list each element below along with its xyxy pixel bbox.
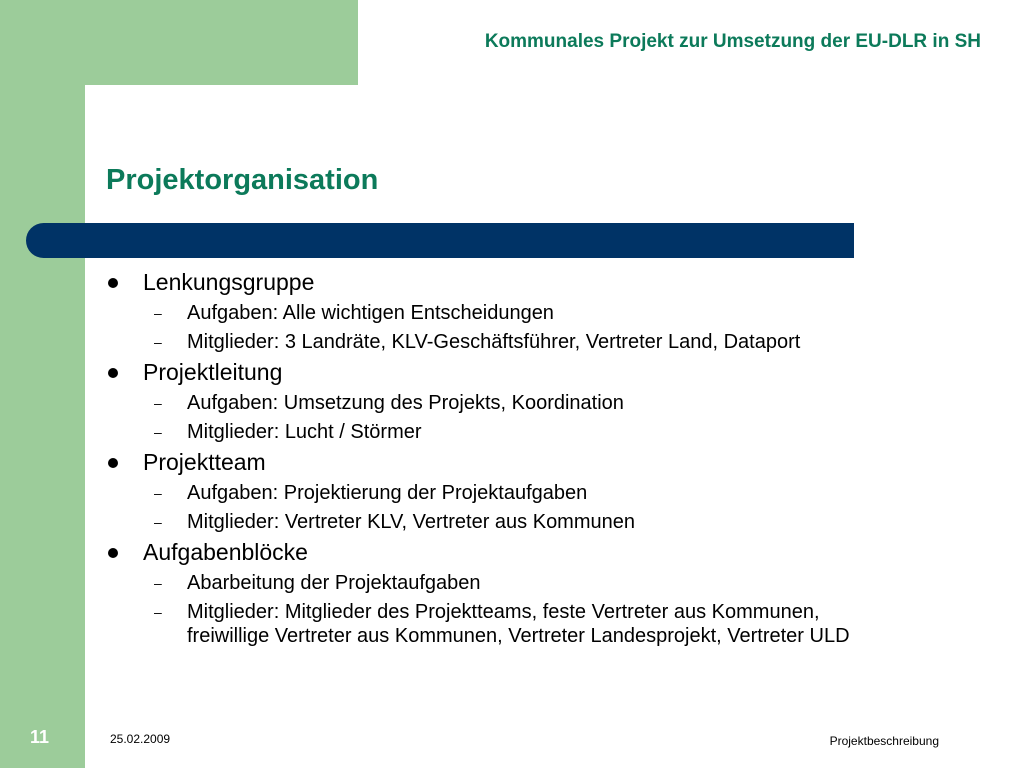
sub-bullet-item — [104, 330, 1004, 354]
sub-bullet-text: Mitglieder: Vertreter KLV, Vertreter aus Kommunen — [187, 511, 635, 533]
slide-title: Projektorganisation — [106, 164, 379, 196]
dash-icon: – — [154, 485, 162, 501]
title-underline-bar — [26, 223, 854, 258]
sub-bullet-item — [104, 481, 1004, 505]
footer-date: 25.02.2009 — [110, 732, 171, 746]
bullet-item — [104, 268, 1004, 296]
bullet-dot-icon — [108, 548, 118, 558]
bullet-dot-icon — [108, 458, 118, 468]
sub-bullet-item — [104, 420, 1004, 444]
sub-bullet-item — [104, 510, 1004, 534]
bullet-list — [104, 264, 1004, 648]
bullet-label: Aufgabenblöcke — [143, 539, 308, 565]
bullet-dot-icon — [108, 278, 118, 288]
sub-bullet-text: Abarbeitung der Projektaufgaben — [187, 572, 481, 594]
bullet-item — [104, 538, 1004, 566]
sub-bullet-text: Mitglieder: Mitglieder des Projektteams, feste Vertreter aus Kommunen, freiwillige Vertreter aus Kommunen, Vertreter Landesprojekt, Vertreter ULD — [187, 601, 850, 647]
sub-bullet-text: Aufgaben: Umsetzung des Projekts, Koordination — [187, 392, 624, 414]
bullet-dot-icon — [108, 368, 118, 378]
dash-icon: – — [154, 305, 162, 321]
page-number: 11 — [30, 727, 50, 747]
green-frame-side — [0, 0, 85, 768]
dash-icon: – — [154, 395, 162, 411]
bullet-label: Projektteam — [143, 449, 266, 475]
header-title: Kommunales Projekt zur Umsetzung der EU-DLR in SH — [484, 31, 981, 52]
dash-icon: – — [154, 424, 162, 440]
sub-bullet-item — [104, 391, 1004, 415]
sub-bullet-text: Mitglieder: 3 Landräte, KLV-Geschäftsführer, Vertreter Land, Dataport — [187, 331, 801, 353]
green-frame-top — [0, 0, 358, 85]
bullet-item — [104, 448, 1004, 476]
sub-bullet-text: Aufgaben: Projektierung der Projektaufgaben — [187, 482, 588, 504]
dash-icon: – — [154, 604, 162, 620]
dash-icon: – — [154, 514, 162, 530]
sub-bullet-item — [104, 301, 1004, 325]
sub-bullet-text: Mitglieder: Lucht / Störmer — [187, 421, 422, 443]
dash-icon: – — [154, 334, 162, 350]
bullet-label: Projektleitung — [143, 359, 283, 385]
sub-bullet-text: Aufgaben: Alle wichtigen Entscheidungen — [187, 302, 554, 324]
sub-bullet-item — [104, 571, 1004, 595]
bullet-item — [104, 358, 1004, 386]
dash-icon: – — [154, 575, 162, 591]
footer-title: Projektbeschreibung — [829, 734, 939, 748]
sub-bullet-item — [104, 600, 877, 648]
bullet-label: Lenkungsgruppe — [143, 269, 315, 295]
